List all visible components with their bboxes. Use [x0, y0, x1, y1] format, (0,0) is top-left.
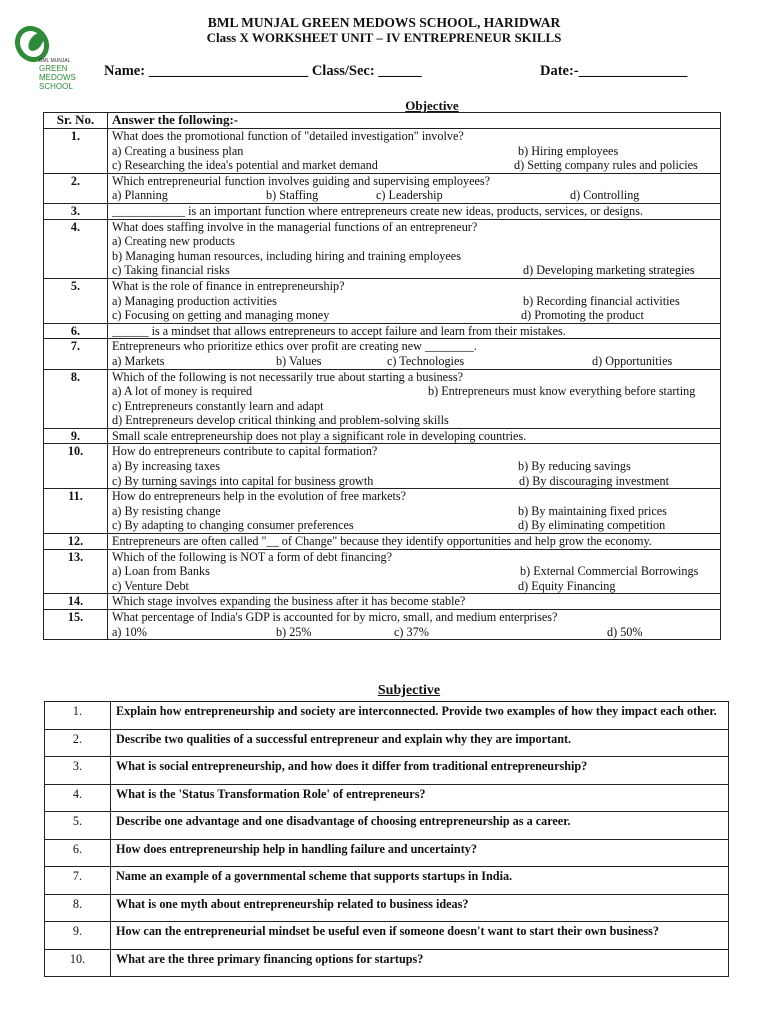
subjective-number: 7.: [45, 867, 111, 895]
question-number: 11.: [44, 489, 108, 534]
question-number: 12.: [44, 534, 108, 550]
question-number: 4.: [44, 219, 108, 278]
option-c: c) Leadership: [376, 188, 443, 203]
sr-no-header: Sr. No.: [44, 113, 108, 129]
option-c: c) Entrepreneurs constantly learn and adapt: [112, 398, 324, 413]
option-b: b) External Commercial Borrowings: [520, 564, 699, 579]
name-class-field[interactable]: Name: ______________________ Class/Sec: ______: [104, 63, 422, 79]
question-cell: [108, 444, 721, 489]
subjective-number: 1.: [45, 702, 111, 730]
objective-question-row: [44, 173, 721, 203]
subjective-number: 5.: [45, 812, 111, 840]
option-b: b) Staffing: [266, 188, 319, 203]
question-text: Which entrepreneurial function involves guiding and supervising employees?: [112, 173, 491, 188]
option-line: [112, 625, 716, 640]
option-line: [112, 413, 716, 428]
option-line: [112, 188, 716, 203]
objective-question-row: [44, 549, 721, 594]
subjective-question-text: What is one myth about entrepreneurship related to business ideas?: [111, 894, 729, 922]
option-line: [112, 579, 716, 594]
subjective-question-row: [45, 894, 729, 922]
option-a: a) Managing production activities: [112, 293, 277, 308]
subjective-number: 8.: [45, 894, 111, 922]
question-number: 6.: [44, 323, 108, 339]
option-line: [112, 564, 716, 579]
question-text: What does staffing involve in the managerial functions of an entrepreneur?: [112, 219, 478, 234]
worksheet-header: [0, 0, 768, 112]
subjective-question-row: [45, 702, 729, 730]
question-text: What does the promotional function of "detailed investigation" involve?: [112, 129, 464, 143]
subjective-question-text: How can the entrepreneurial mindset be useful even if someone doesn't want to start their own business?: [111, 922, 729, 950]
question-number: 3.: [44, 203, 108, 219]
option-d: d) Equity Financing: [518, 578, 616, 593]
option-line: [112, 263, 716, 278]
subjective-question-row: [45, 757, 729, 785]
objective-question-row: [44, 323, 721, 339]
question-text: Small scale entrepreneurship does not play a significant role in developing countries.: [112, 428, 527, 443]
subjective-question-text: Explain how entrepreneurship and society are interconnected. Provide two examples of how they impact each other.: [111, 702, 729, 730]
question-text: Entrepreneurs who prioritize ethics over profit are creating new ________.: [112, 339, 477, 354]
option-line: [112, 518, 716, 533]
logo-text-3: MEDOWS: [39, 73, 76, 82]
option-line: [112, 249, 716, 264]
question-number: 7.: [44, 339, 108, 369]
option-line: [112, 308, 716, 323]
option-line: [112, 399, 716, 414]
subjective-question-row: [45, 812, 729, 840]
question-cell: [108, 339, 721, 369]
objective-table: [43, 112, 721, 640]
subjective-question-row: [45, 784, 729, 812]
objective-body: [44, 129, 721, 640]
option-line: [112, 354, 716, 369]
question-cell: [108, 219, 721, 278]
option-line: [112, 504, 716, 519]
question-text: What is the role of finance in entrepreneurship?: [112, 278, 345, 293]
option-b: b) Managing human resources, including hiring and training employees: [112, 248, 461, 263]
option-b: b) By maintaining fixed prices: [518, 503, 667, 518]
objective-header-row: [44, 113, 721, 129]
option-line: [112, 158, 716, 173]
subjective-title: Subjective: [377, 683, 441, 698]
question-text: What percentage of India's GDP is accounted for by micro, small, and medium enterprises?: [112, 610, 558, 624]
option-b: b) Recording financial activities: [523, 293, 680, 308]
question-header: Answer the following:-: [108, 113, 721, 129]
question-cell: [108, 173, 721, 203]
question-number: 10.: [44, 444, 108, 489]
question-number: 9.: [44, 428, 108, 444]
subjective-table: [44, 701, 729, 977]
option-line: [112, 234, 716, 249]
option-c: c) By adapting to changing consumer preferences: [112, 518, 354, 533]
question-text: ______ is a mindset that allows entrepreneurs to accept failure and learn from their mistakes.: [112, 323, 566, 338]
question-number: 13.: [44, 549, 108, 594]
option-a: a) Loan from Banks: [112, 564, 210, 579]
question-cell: [108, 549, 721, 594]
subjective-question-row: [45, 949, 729, 977]
student-info-line: [104, 62, 704, 80]
school-name: BML MUNJAL GREEN MEDOWS SCHOOL, HARIDWAR: [207, 15, 561, 30]
option-a: a) 10%: [112, 624, 147, 639]
objective-question-row: [44, 129, 721, 174]
worksheet-subtitle: Class X WORKSHEET UNIT – IV ENTREPRENEUR SKILLS: [206, 30, 562, 45]
subjective-question-text: What is social entrepreneurship, and how does it differ from traditional entrepreneurship?: [111, 757, 729, 785]
subjective-question-row: [45, 922, 729, 950]
question-number: 5.: [44, 278, 108, 323]
question-number: 15.: [44, 610, 108, 640]
option-d: d) By eliminating competition: [518, 518, 666, 533]
option-a: a) Markets: [112, 353, 165, 368]
objective-question-row: [44, 610, 721, 640]
logo-text-4: SCHOOL: [39, 82, 73, 91]
subjective-question-text: Name an example of a governmental scheme that supports startups in India.: [111, 867, 729, 895]
subjective-number: 6.: [45, 839, 111, 867]
question-cell: [108, 129, 721, 174]
option-b: b) Values: [276, 353, 322, 368]
option-c: c) By turning savings into capital for business growth: [112, 473, 374, 488]
subjective-question-text: How does entrepreneurship help in handling failure and uncertainty?: [111, 839, 729, 867]
question-text: How do entrepreneurs help in the evolution of free markets?: [112, 489, 407, 504]
question-text: How do entrepreneurs contribute to capital formation?: [112, 444, 378, 459]
option-c: c) 37%: [394, 624, 429, 639]
logo-text-1: BML MUNJAL: [39, 58, 71, 64]
subjective-number: 4.: [45, 784, 111, 812]
option-line: [112, 294, 716, 309]
option-d: d) Setting company rules and policies: [514, 158, 698, 173]
option-d: d) 50%: [607, 624, 643, 639]
option-d: d) Promoting the product: [521, 308, 644, 323]
question-number: 2.: [44, 173, 108, 203]
subjective-question-text: Describe one advantage and one disadvantage of choosing entrepreneurship as a career.: [111, 812, 729, 840]
question-cell: [108, 428, 721, 444]
objective-question-row: [44, 369, 721, 428]
objective-question-row: [44, 203, 721, 219]
question-number: 1.: [44, 129, 108, 174]
option-b: b) Entrepreneurs must know everything before starting: [428, 384, 696, 399]
option-c: c) Venture Debt: [112, 578, 189, 593]
subjective-number: 2.: [45, 729, 111, 757]
option-c: c) Focusing on getting and managing money: [112, 308, 330, 323]
subjective-question-row: [45, 839, 729, 867]
option-line: [112, 459, 716, 474]
option-b: b) By reducing savings: [518, 459, 631, 474]
option-line: [112, 144, 716, 159]
question-number: 8.: [44, 369, 108, 428]
date-field[interactable]: Date:-_______________: [540, 63, 688, 79]
question-cell: [108, 610, 721, 640]
logo-text-2: GREEN: [39, 64, 68, 73]
objective-question-row: [44, 428, 721, 444]
question-cell: [108, 369, 721, 428]
question-text: Which of the following is NOT a form of debt financing?: [112, 549, 393, 564]
question-cell: [108, 594, 721, 610]
question-cell: [108, 203, 721, 219]
subjective-number: 10.: [45, 949, 111, 977]
subjective-question-text: Describe two qualities of a successful entrepreneur and explain why they are important.: [111, 729, 729, 757]
question-cell: [108, 323, 721, 339]
option-line: [112, 384, 716, 399]
option-a: a) Planning: [112, 188, 168, 203]
objective-question-row: [44, 219, 721, 278]
subjective-question-text: What are the three primary financing options for startups?: [111, 949, 729, 977]
objective-question-row: [44, 594, 721, 610]
question-text: ____________ is an important function where entrepreneurs create new ideas, products, services, or designs.: [112, 203, 644, 218]
objective-question-row: [44, 278, 721, 323]
option-a: a) By increasing taxes: [112, 459, 220, 474]
objective-question-row: [44, 489, 721, 534]
question-text: Which stage involves expanding the business after it has become stable?: [112, 594, 466, 609]
subjective-number: 3.: [45, 757, 111, 785]
objective-question-row: [44, 444, 721, 489]
option-a: a) Creating new products: [112, 234, 235, 249]
option-line: [112, 474, 716, 489]
question-cell: [108, 534, 721, 550]
option-d: d) Opportunities: [592, 353, 673, 368]
option-b: b) 25%: [276, 624, 312, 639]
objective-question-row: [44, 339, 721, 369]
option-c: c) Taking financial risks: [112, 263, 230, 278]
subjective-question-row: [45, 867, 729, 895]
option-d: d) Developing marketing strategies: [523, 263, 695, 278]
option-c: c) Researching the idea's potential and market demand: [112, 158, 378, 173]
objective-question-row: [44, 534, 721, 550]
question-cell: [108, 489, 721, 534]
option-a: a) A lot of money is required: [112, 384, 253, 399]
subjective-number: 9.: [45, 922, 111, 950]
subjective-question-row: [45, 729, 729, 757]
question-text: Entrepreneurs are often called "__ of Change" because they identify opportunities and help grow the economy.: [112, 534, 652, 549]
option-d: d) Entrepreneurs develop critical thinking and problem-solving skills: [112, 413, 449, 428]
question-text: Which of the following is not necessarily true about starting a business?: [112, 369, 463, 384]
option-d: d) By discouraging investment: [519, 473, 669, 488]
option-b: b) Hiring employees: [518, 143, 619, 158]
question-number: 14.: [44, 594, 108, 610]
option-a: a) By resisting change: [112, 503, 221, 518]
option-c: c) Technologies: [387, 353, 465, 368]
question-cell: [108, 278, 721, 323]
option-a: a) Creating a business plan: [112, 143, 244, 158]
objective-title: Objective: [405, 98, 459, 113]
subjective-question-text: What is the 'Status Transformation Role' of entrepreneurs?: [111, 784, 729, 812]
option-d: d) Controlling: [570, 188, 640, 203]
subjective-body: [45, 702, 729, 977]
